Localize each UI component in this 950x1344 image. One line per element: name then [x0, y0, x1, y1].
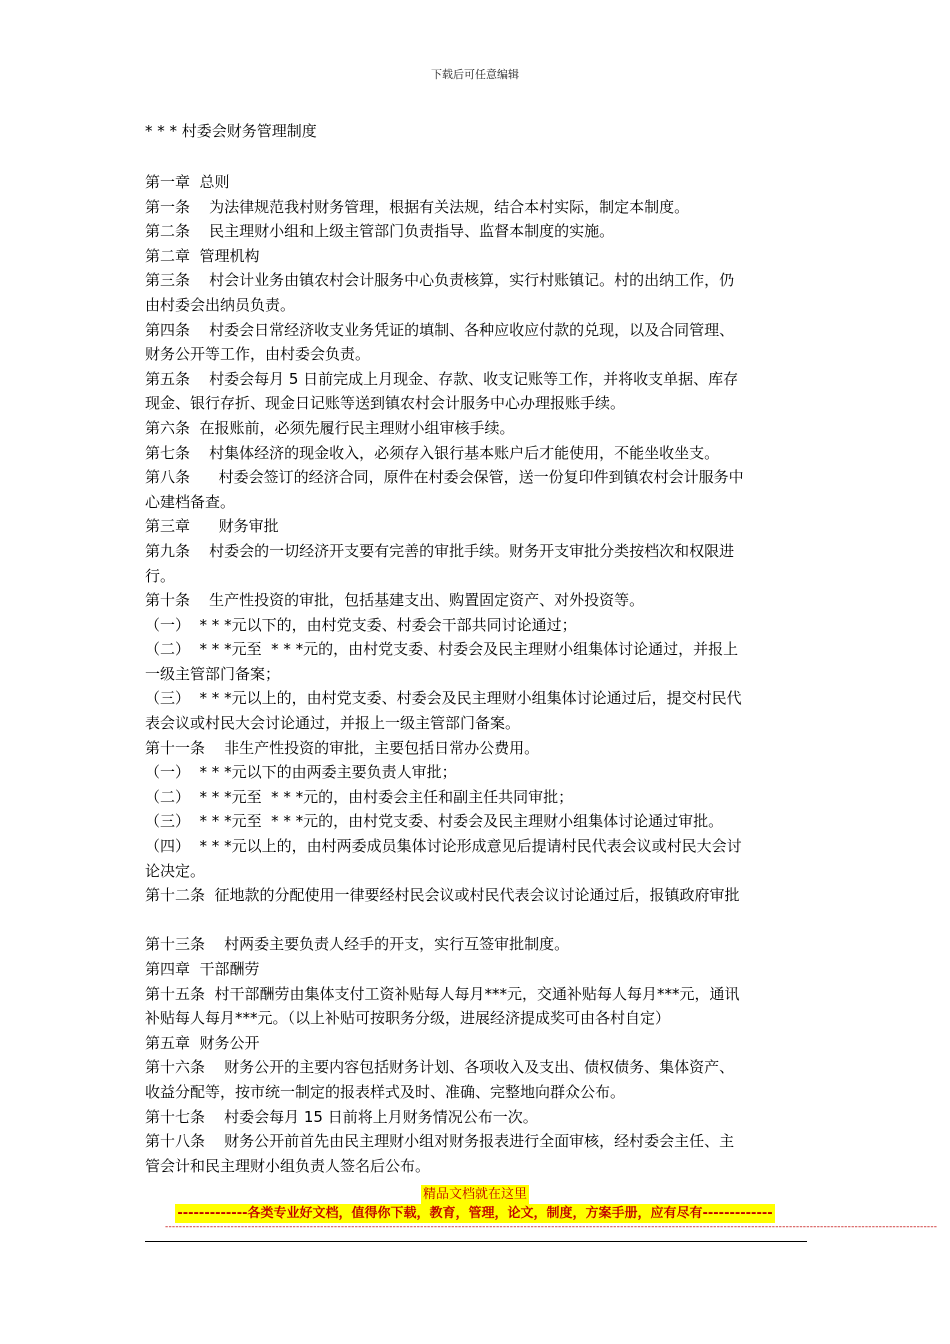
paragraph-line: 第四章 干部酬劳: [145, 960, 260, 978]
paragraph-line: 第九条 村委会的一切经济开支要有完善的审批手续。财务开支审批分类按档次和权限进: [145, 541, 735, 560]
paragraph-line: （一） * * *元以下的由两委主要负责人审批；: [145, 763, 457, 782]
paragraph-line: 第二章 管理机构: [145, 246, 260, 265]
paragraph-line: （二） * * *元至 * * *元的，由村委会主任和副主任共同审批；: [145, 787, 574, 806]
page-header-note: 下载后可任意编辑: [431, 68, 519, 81]
paragraph-line: 第十二条 征地款的分配使用一律要经村民会议或村民代表会议讨论通过后，报镇政府审批: [145, 886, 740, 905]
promo-title: 精品文档就在这里: [422, 1187, 527, 1202]
paragraph-line: 由村委会出纳员负责。: [145, 295, 296, 314]
paragraph-line: 现金、银行存折、现金日记账等送到镇农村会计服务中心办理报账手续。: [145, 394, 626, 413]
paragraph-line: 第十一条 非生产性投资的审批，主要包括日常办公费用。: [145, 738, 540, 757]
paragraph-line: （三） * * *元以上的，由村党支委、村委会及民主理财小组集体讨论通过后，提交村民代: [145, 689, 742, 708]
paragraph-line: 第五章 财务公开: [145, 1033, 260, 1052]
paragraph-line: （四） * * *元以上的，由村两委成员集体讨论形成意见后提请村民代表会议或村民大会讨: [145, 837, 742, 856]
paragraph-line: 第四条 村委会日常经济收支业务凭证的填制、各种应收应付款的兑现，以及合同管理、: [145, 320, 735, 339]
paragraph-line: 第十六条 财务公开的主要内容包括财务计划、各项收入及支出、债权债务、集体资产、: [145, 1058, 735, 1077]
paragraph-line: 补贴每人每月***元。（以上补贴可按职务分级，进展经济提成奖可由各村自定）: [145, 1009, 671, 1028]
paragraph-line: 收益分配等，按市统一制定的报表样式及时、准确、完整地向群众公布。: [145, 1082, 626, 1101]
dash-divider: --------------------------------------------------------------------------------------------------------------------------------------------------------------------------------------------------------------------------------: [165, 1222, 938, 1232]
horizontal-rule: [145, 1241, 807, 1242]
promo-footer: [0, 1185, 950, 1223]
paragraph-line: 心建档备查。: [145, 492, 236, 511]
paragraph-line: 第一条 为法律规范我村财务管理，根据有关法规，结合本村实际，制定本制度。: [145, 197, 690, 216]
paragraph-line: 第十五条 村干部酬劳由集体支付工资补贴每人每月***元，交通补贴每人每月***元，通讯: [145, 984, 740, 1003]
paragraph-line: 第五条 村委会每月 5 日前完成上月现金、存款、收支记账等工作，并将收支单据、库存: [145, 369, 739, 388]
paragraph-line: 第十七条 村委会每月 15 日前将上月财务情况公布一次。: [145, 1107, 538, 1126]
paragraph-line: 第十条 生产性投资的审批，包括基建支出、购置固定资产、对外投资等。: [145, 591, 645, 610]
paragraph-line: 表会议或村民大会讨论通过，并报上一级主管部门备案。: [145, 714, 521, 733]
paragraph-line: 第一章 总则: [145, 173, 230, 191]
paragraph-line: 财务公开等工作，由村委会负责。: [145, 345, 371, 364]
paragraph-line: 第六条 在报账前，必须先履行民主理财小组审核手续。: [145, 418, 515, 437]
paragraph-line: （二） * * *元至 * * *元的，由村党支委、村委会及民主理财小组集体讨论通过，并报上: [145, 640, 739, 659]
paragraph-line: 第十三条 村两委主要负责人经手的开支，实行互签审批制度。: [145, 935, 570, 954]
paragraph-line: 论决定。: [145, 861, 206, 880]
paragraph-line: 管会计和民主理财小组负责人签名后公布。: [145, 1156, 431, 1175]
paragraph-line: 第十八条 财务公开前首先由民主理财小组对财务报表进行全面审核，经村委会主任、主: [145, 1132, 735, 1151]
paragraph-line: 第二条 民主理财小组和上级主管部门负责指导、监督本制度的实施。: [145, 222, 615, 241]
paragraph-line: 一级主管部门备案；: [145, 664, 281, 683]
paragraph-line: 第八条 村委会签订的经济合同，原件在村委会保管，送一份复印件到镇农村会计服务中: [145, 468, 744, 487]
paragraph-line: 第三条 村会计业务由镇农村会计服务中心负责核算，实行村账镇记。村的出纳工作，仍: [145, 271, 735, 290]
blank-line: [145, 908, 807, 933]
paragraph-line: （一） * * *元以下的，由村党支委、村委会干部共同讨论通过；: [145, 615, 577, 634]
paragraph-line: 第三章 财务审批: [145, 517, 279, 536]
paragraph-line: （三） * * *元至 * * *元的，由村党支委、村委会及民主理财小组集体讨论通过审批。: [145, 812, 724, 831]
paragraph-line: 第七条 村集体经济的现金收入，必须存入银行基本账户后才能使用，不能坐收坐支。: [145, 443, 720, 462]
document-body: [145, 170, 807, 1178]
promo-line: -------------各类专业好文档，值得你下载，教育，管理，论文，制度，方案手册，应有尽有-------------: [177, 1206, 773, 1221]
paragraph-line: 行。: [145, 566, 176, 585]
document-title: * * * 村委会财务管理制度: [145, 122, 317, 140]
